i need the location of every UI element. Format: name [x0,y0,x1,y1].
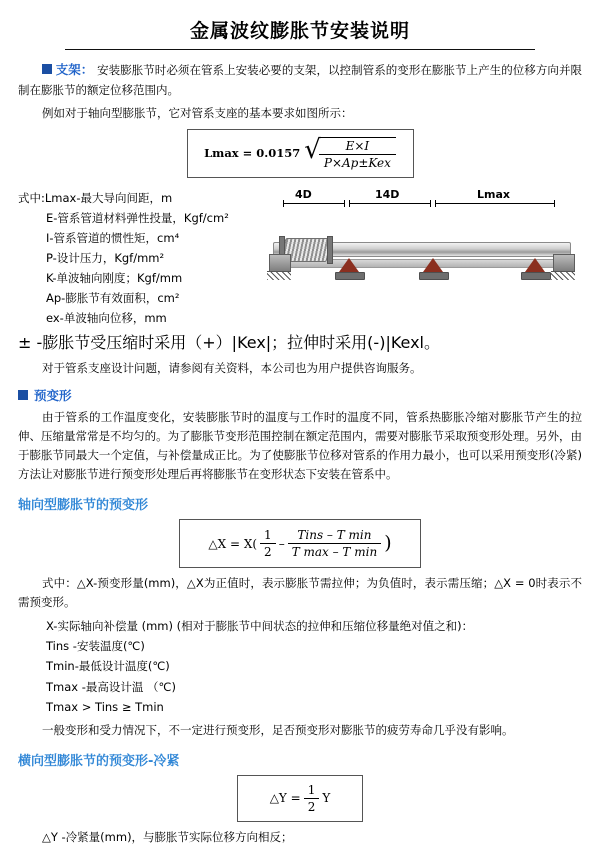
term-item: Tmax > Tins ≥ Tmin [46,699,164,714]
section1-heading: 支架： [55,62,94,77]
legend-item: ex-单波轴向位移，mm [46,311,167,326]
legend-item: E-管系管道材料弹性投量，Kgf/cm² [46,210,229,225]
dimension-line-4d [283,203,345,204]
dimension-label-4d: 4D [295,187,312,201]
section1-heading-rest: 安装膨胀节时必须在管系上安装必要的支架，以控制管系的变形在膨胀节上产生的位移方向并限制在膨胀节的额定位移范围内。 [18,63,582,97]
formula-dx-temp-num: Tins – T min [288,528,382,544]
section1-heading-paragraph [18,60,582,100]
dimension-line-lmax [435,203,555,204]
anchor-right [553,254,573,280]
guide-support-3 [521,258,549,280]
section2-paragraph: 由于管系的工作温度变化，安装膨胀节时的温度与工作时的温度不同，管系热膨胀冷缩对膨胀节产生的拉伸、压缩量常常是不均匀的。为了膨胀节变形范围控制在额定范围内，需要对膨胀节采取预变形处理。另外，由于膨胀节同最大一个定值，与补偿量成正比。为了使膨胀节位移对管系的作用力最小，也可以采用预变形(冷紧)方法让对膨胀节进行预变形处理后再将膨胀节在变形状态下安装在管系中。 [18,410,582,482]
formula-dy-half-num: 1 [304,783,320,799]
formula-fraction [319,137,396,170]
pipe-assembly [269,214,574,300]
formula-dy-lhs: △Y = [269,791,301,806]
legend-item-note: ± -膨胀节受压缩时采用（+）|Kex|；拉伸时采用(-)|Kexl。 [18,333,441,353]
formula-dy-half-den: 2 [307,799,316,814]
anchor-block [553,254,575,272]
legend-item: P-设计压力，Kgf/mm² [46,250,165,265]
pipe-support-diagram [269,188,574,300]
formula-denominator: P×Ap±Kex [323,155,391,170]
anchor-hatch [551,271,575,280]
legend-item: K-单波轴向刚度；Kgf/mm [46,271,183,286]
title-divider [65,49,535,50]
support-cone [339,258,359,272]
legend-list [18,188,268,329]
dimension-line-14d [349,203,431,204]
section1-lead: 例如对于轴向型膨胀节，它对管系支座的基本要求如图所示： [42,105,353,120]
term-item: X-实际轴向补偿量 (mm) (相对于膨胀节中间状态的拉伸和压缩位移量绝对值之和)： [46,619,474,634]
formula-delta-y [237,775,363,822]
formula-dx-minus: – [278,536,285,551]
guide-support-2 [419,258,447,280]
guide-support-1 [335,258,363,280]
dimension-label-lmax: Lmax [477,187,510,201]
support-base [335,272,365,280]
axial-term-list [18,616,582,717]
term-item: Tins -安装温度(℃) [46,639,145,654]
formula-dy-half [304,783,320,814]
formula-dx-half-den: 2 [264,545,272,560]
formula-numerator: E×I [319,139,396,155]
formula-dx-temp-fraction [288,528,382,559]
dimension-label-14d: 14D [375,187,400,201]
radical-icon: √ [304,134,321,165]
section1-closing: 对于管系支座设计问题，请参阅有关资料，本公司也为用户提供咨询服务。 [42,361,422,376]
subsection-axial-heading: 轴向型膨胀节的预变形 [18,498,149,514]
formula-dx-half-num: 1 [260,528,276,544]
term-item: Tmax -最高设计温 （℃) [46,679,176,694]
formula-dx-rparen: ) [384,532,392,555]
lateral-note: △Y -冷紧量(mm)，与膨胀节实际位移方向相反； [42,829,293,844]
section2-heading-row [18,386,582,404]
sqrt-group [304,134,396,170]
support-base [521,272,551,280]
document-page [0,16,600,844]
formula-dx-lhs: △X = X( [208,536,258,551]
formula-lmax [187,129,414,178]
legend-item: I-管系管道的惯性矩，cm⁴ [46,230,180,245]
page-title: 金属波纹膨胀节安装说明 [189,20,410,42]
formula-dx-note: 式中：△X-预变形量(mm)，△X为正值时，表示膨胀节需拉伸；为负值时，表示需压缩；△X = 0时表示不需预变形。 [18,576,582,610]
document-body [0,60,600,847]
section2-heading: 预变形 [34,388,72,404]
formula-dx-temp-den: T max – T min [291,545,378,560]
axial-footnote: 一般变形和受力情况下，不一定进行预变形，足否预变形对膨胀节的疲劳寿命几乎没有影响。 [42,722,514,737]
formula-lmax-lhs: Lmax = 0.0157 [204,146,301,161]
anchor-left [269,254,289,280]
support-cone [525,258,545,272]
support-base [419,272,449,280]
term-item: Tmin-最低设计温度(℃) [46,659,170,674]
blue-square-bullet-icon [18,390,28,400]
legend-item: 式中:Lmax-最大导向间距，m [18,190,173,205]
anchor-hatch [267,271,291,280]
anchor-block [269,254,291,272]
formula-dx-half [260,528,276,559]
legend-diagram-row [18,186,582,331]
formula-dy-rhs: Y [322,791,331,806]
flange-right [327,236,333,264]
subsection-lateral-heading: 横向型膨胀节的预变形-冷紧 [18,753,180,769]
blue-square-bullet-icon [42,64,52,74]
support-cone [423,258,443,272]
legend-item: Ap-膨胀节有效面积，cm² [46,291,180,306]
formula-delta-x [179,519,421,568]
